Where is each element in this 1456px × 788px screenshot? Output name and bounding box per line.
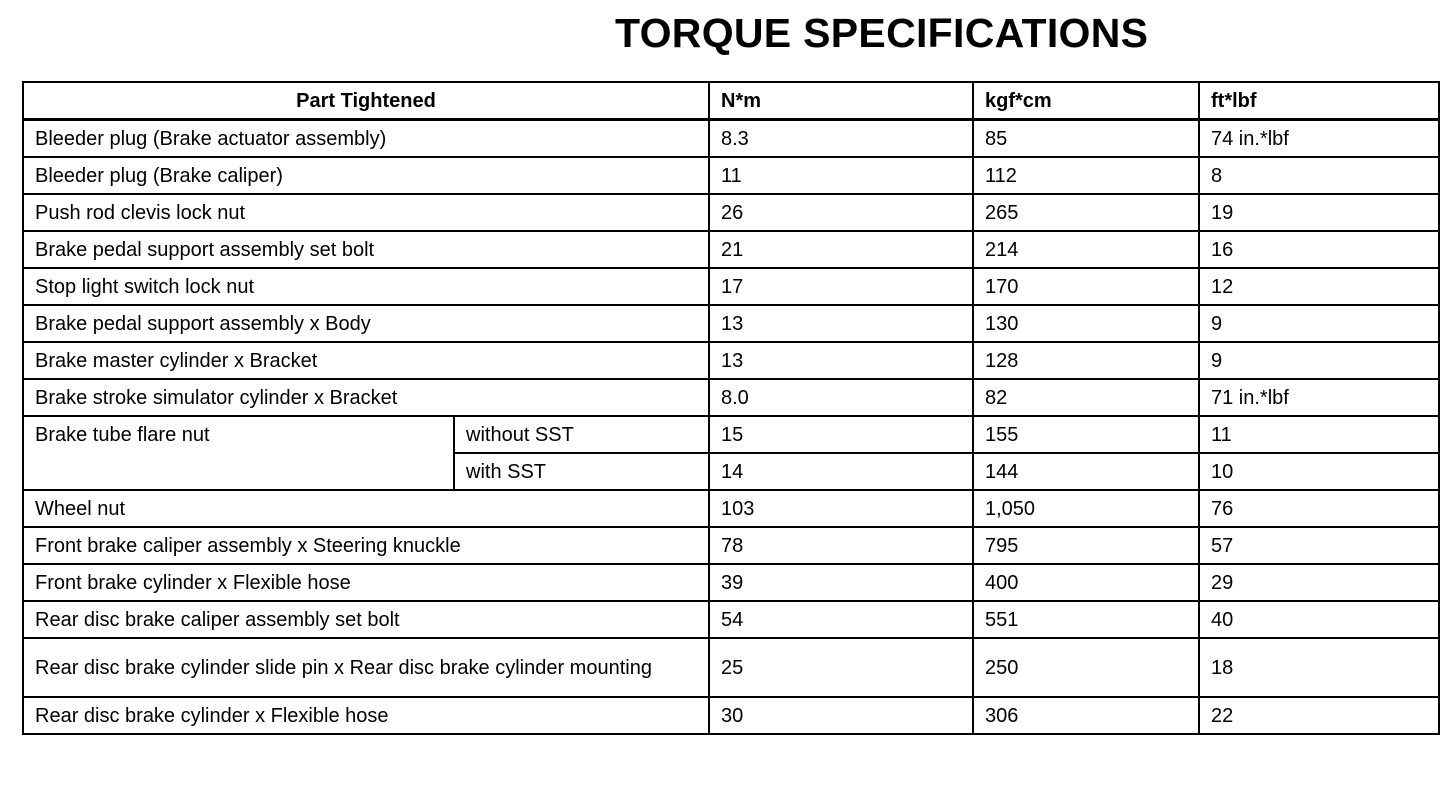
table-row [23,697,1439,734]
cell-kgfcm: 1,050 [973,490,1199,527]
cell-kgfcm: 400 [973,564,1199,601]
cell-nm: 13 [709,342,973,379]
cell-ftlbf: 19 [1199,194,1439,231]
header-kgfcm: kgf*cm [973,82,1199,120]
cell-kgfcm: 112 [973,157,1199,194]
cell-part: Brake stroke simulator cylinder x Bracket [23,379,709,416]
cell-part: Push rod clevis lock nut [23,194,709,231]
cell-part: Front brake caliper assembly x Steering knuckle [23,527,709,564]
cell-ftlbf: 8 [1199,157,1439,194]
cell-nm: 14 [709,453,973,490]
cell-ftlbf: 18 [1199,638,1439,697]
cell-ftlbf: 29 [1199,564,1439,601]
table-row [23,527,1439,564]
cell-kgfcm: 551 [973,601,1199,638]
table-row [23,194,1439,231]
cell-nm: 26 [709,194,973,231]
page-title: TORQUE SPECIFICATIONS [615,10,1149,56]
header-part-tightened: Part Tightened [23,82,709,120]
cell-part: Brake pedal support assembly set bolt [23,231,709,268]
cell-kgfcm: 250 [973,638,1199,697]
table-row [23,231,1439,268]
cell-ftlbf: 40 [1199,601,1439,638]
cell-part: Wheel nut [23,490,709,527]
cell-kgfcm: 214 [973,231,1199,268]
table-row [23,342,1439,379]
table-row [23,416,1439,453]
cell-kgfcm: 85 [973,120,1199,158]
cell-part: Brake pedal support assembly x Body [23,305,709,342]
cell-nm: 25 [709,638,973,697]
cell-ftlbf: 76 [1199,490,1439,527]
cell-nm: 103 [709,490,973,527]
cell-kgfcm: 128 [973,342,1199,379]
cell-nm: 13 [709,305,973,342]
cell-kgfcm: 170 [973,268,1199,305]
cell-part: Stop light switch lock nut [23,268,709,305]
cell-ftlbf: 11 [1199,416,1439,453]
cell-kgfcm: 265 [973,194,1199,231]
cell-part: Bleeder plug (Brake caliper) [23,157,709,194]
cell-part: Bleeder plug (Brake actuator assembly) [23,120,709,158]
header-ftlbf: ft*lbf [1199,82,1439,120]
cell-ftlbf: 12 [1199,268,1439,305]
cell-nm: 39 [709,564,973,601]
cell-condition: with SST [454,453,709,490]
table-row [23,490,1439,527]
cell-kgfcm: 82 [973,379,1199,416]
cell-part: Rear disc brake cylinder x Flexible hose [23,697,709,734]
cell-part: Front brake cylinder x Flexible hose [23,564,709,601]
cell-condition: without SST [454,416,709,453]
cell-ftlbf: 10 [1199,453,1439,490]
cell-nm: 15 [709,416,973,453]
cell-kgfcm: 795 [973,527,1199,564]
cell-nm: 11 [709,157,973,194]
table-row [23,601,1439,638]
table-row [23,564,1439,601]
table-row [23,268,1439,305]
cell-ftlbf: 16 [1199,231,1439,268]
table-row [23,305,1439,342]
cell-part: Brake master cylinder x Bracket [23,342,709,379]
cell-ftlbf: 9 [1199,305,1439,342]
cell-part: Rear disc brake cylinder slide pin x Rear disc brake cylinder mounting [23,638,709,697]
table-header-row [23,82,1439,120]
table-row [23,638,1439,697]
cell-nm: 21 [709,231,973,268]
cell-part: Brake tube flare nut [23,416,454,490]
header-nm: N*m [709,82,973,120]
torque-spec-table [22,81,1440,735]
cell-nm: 17 [709,268,973,305]
cell-ftlbf: 57 [1199,527,1439,564]
cell-nm: 54 [709,601,973,638]
table-row [23,379,1439,416]
cell-kgfcm: 155 [973,416,1199,453]
table-row [23,157,1439,194]
cell-nm: 30 [709,697,973,734]
cell-ftlbf: 9 [1199,342,1439,379]
cell-ftlbf: 74 in.*lbf [1199,120,1439,158]
cell-ftlbf: 71 in.*lbf [1199,379,1439,416]
cell-ftlbf: 22 [1199,697,1439,734]
cell-kgfcm: 306 [973,697,1199,734]
cell-nm: 78 [709,527,973,564]
cell-part: Rear disc brake caliper assembly set bolt [23,601,709,638]
cell-nm: 8.0 [709,379,973,416]
cell-kgfcm: 130 [973,305,1199,342]
table-row [23,120,1439,158]
cell-nm: 8.3 [709,120,973,158]
cell-kgfcm: 144 [973,453,1199,490]
